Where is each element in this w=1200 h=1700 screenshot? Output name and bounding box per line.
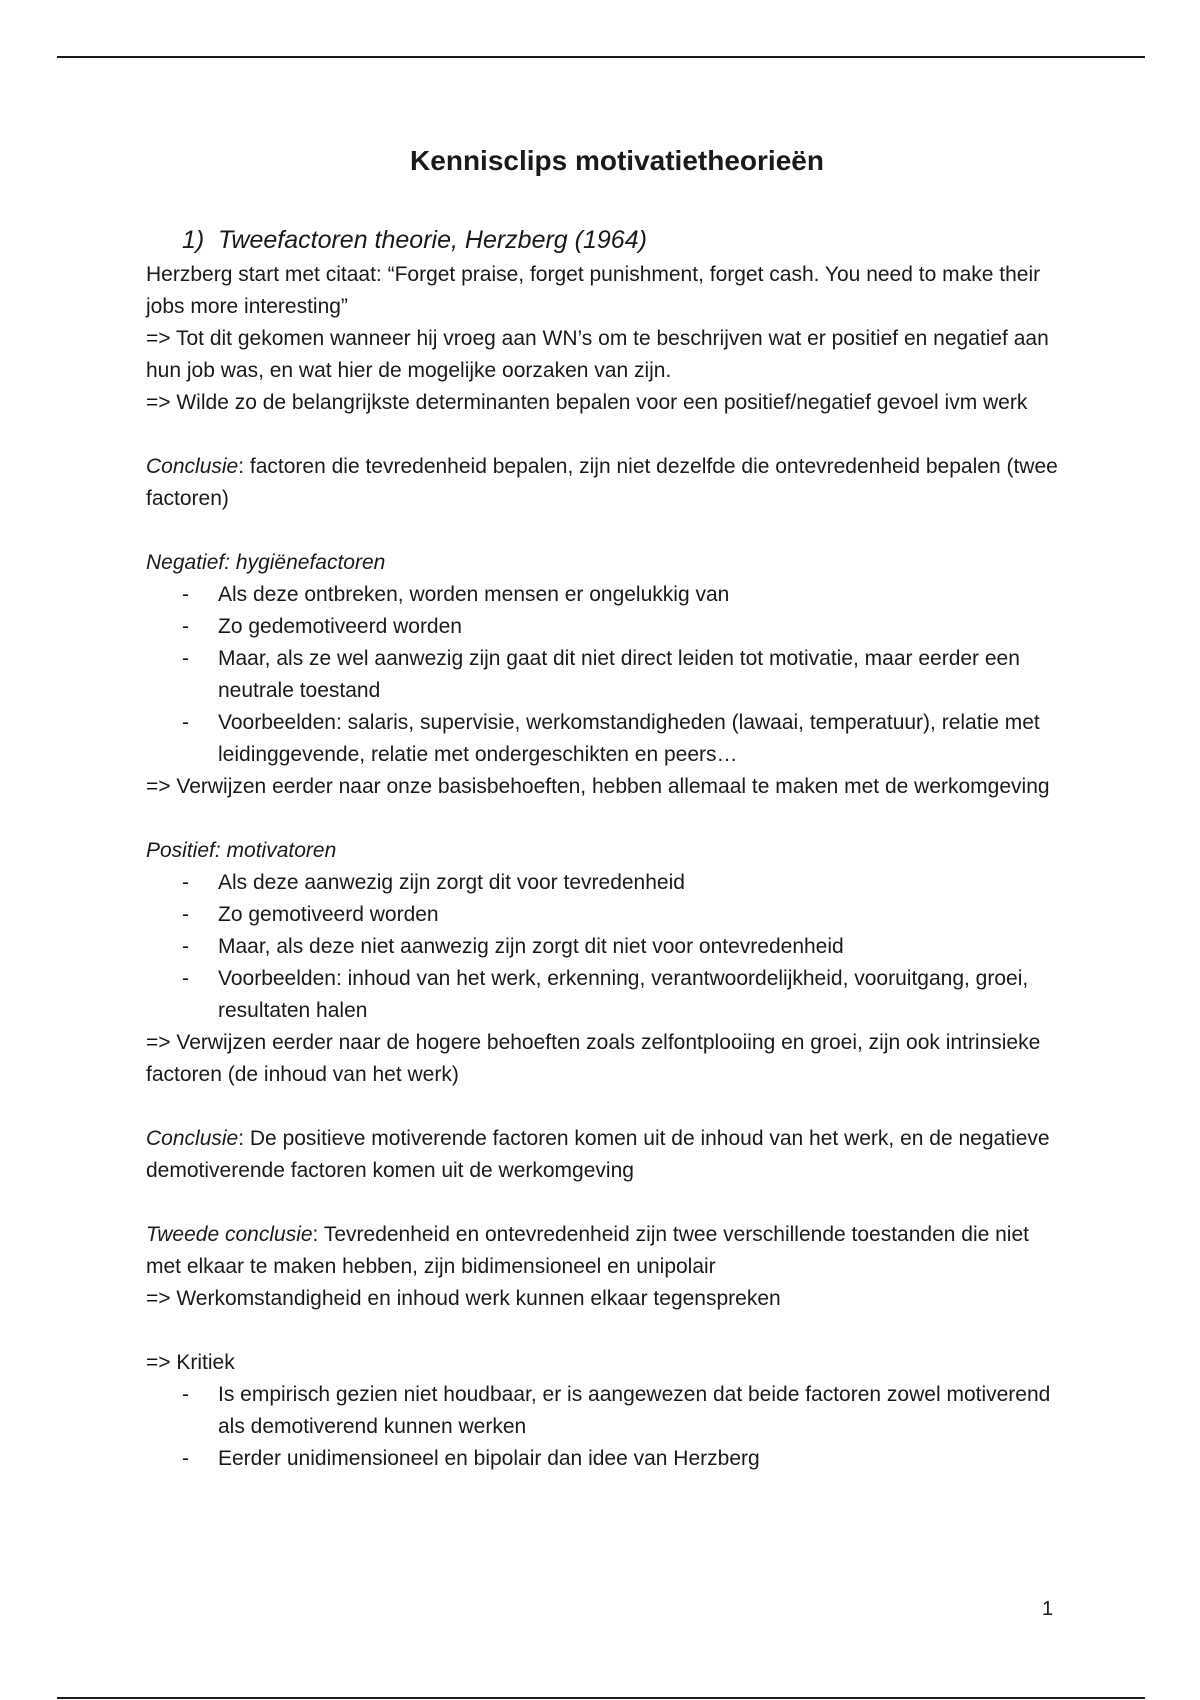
conclusion2-label: Conclusie [146,1127,239,1150]
critique-heading: => Kritiek [146,1351,235,1374]
section-number: 1) [182,226,205,254]
list-item [146,579,1066,611]
positive-heading-text: Positief: motivatoren [146,839,337,862]
conclusion2-text: : De positieve motiverende factoren komen uit de inhoud van het werk, en de negatieve demotiverende factoren komen uit de werkomgeving [146,1127,1050,1182]
critique-list [146,1379,1066,1475]
list-item [146,867,1066,899]
list-item-text: Zo gemotiveerd worden [218,903,439,926]
section-heading-text: Tweefactoren theorie, Herzberg (1964) [218,226,647,254]
list-item [146,611,1066,643]
intro-paragraph-2: => Tot dit gekomen wanneer hij vroeg aan WN’s om te beschrijven wat er positief en negatief aan hun job was, en wat hier de mogelijke oorzaken van zijn. [146,327,1049,382]
positive-summary: => Verwijzen eerder naar de hogere behoeften zoals zelfontplooiing en groei, zijn ook intrinsieke factoren (de inhoud van het werk) [146,1031,1041,1086]
list-item [146,931,1066,963]
list-item [146,899,1066,931]
bullet-dash: - [182,871,189,894]
header-rule [57,56,1145,58]
list-item-text: Als deze aanwezig zijn zorgt dit voor tevredenheid [218,871,685,894]
conclusion3-text: : Tevredenheid en ontevredenheid zijn twee verschillende toestanden die niet met elkaar te maken hebben, zijn bidimensioneel en unipolair [146,1223,1029,1278]
conclusion-label: Conclusie [146,455,239,478]
conclusion3-paragraph [146,1219,1066,1283]
conclusion3-followup: => Werkomstandigheid en inhoud werk kunnen elkaar tegenspreken [146,1287,781,1310]
conclusion-text: : factoren die tevredenheid bepalen, zijn niet dezelfde die ontevredenheid bepalen (twee factoren) [146,455,1058,510]
document-body [146,145,1066,1475]
intro-paragraph-3: => Wilde zo de belangrijkste determinanten bepalen voor een positief/negatief gevoel ivm werk [146,391,1028,414]
list-item-text: Is empirisch gezien niet houdbaar, er is aangewezen dat beide factoren zowel motiverend als demotiverend kunnen werken [218,1383,1051,1438]
bullet-dash: - [182,583,189,606]
page-number: 1 [1042,1598,1054,1620]
list-item-text: Als deze ontbreken, worden mensen er ongelukkig van [218,583,730,606]
list-item [146,1379,1066,1443]
negative-heading [146,547,1066,579]
intro-paragraph-1: Herzberg start met citaat: “Forget praise, forget punishment, forget cash. You need to make their jobs more interesting” [146,263,1041,318]
negative-heading-text: Negatief: hygiënefactoren [146,551,386,574]
section-heading [182,223,1066,257]
negative-summary: => Verwijzen eerder naar onze basisbehoeften, hebben allemaal te maken met de werkomgeving [146,775,1050,798]
list-item [146,643,1066,707]
list-item-text: Maar, als deze niet aanwezig zijn zorgt dit niet voor ontevredenheid [218,935,844,958]
bullet-dash: - [182,967,189,990]
bullet-dash: - [182,1383,189,1406]
conclusion3-label: Tweede conclusie [146,1223,313,1246]
list-item-text: Voorbeelden: inhoud van het werk, erkenning, verantwoordelijkheid, vooruitgang, groei, resultaten halen [218,967,1029,1022]
bullet-dash: - [182,647,189,670]
bullet-dash: - [182,935,189,958]
page-title: Kennisclips motivatietheorieën [410,145,824,176]
list-item [146,963,1066,1027]
list-item [146,1443,1066,1475]
list-item-text: Eerder unidimensioneel en bipolair dan idee van Herzberg [218,1447,760,1470]
conclusion-paragraph [146,451,1066,515]
bullet-dash: - [182,615,189,638]
bullet-dash: - [182,1447,189,1470]
list-item-text: Maar, als ze wel aanwezig zijn gaat dit niet direct leiden tot motivatie, maar eerder een neutrale toestand [218,647,1020,702]
list-item-text: Voorbeelden: salaris, supervisie, werkomstandigheden (lawaai, temperatuur), relatie met leidinggevende, relatie met ondergeschikten en peers… [218,711,1040,766]
conclusion2-paragraph [146,1123,1066,1187]
positive-heading [146,835,1066,867]
positive-list [146,867,1066,1027]
negative-list [146,579,1066,771]
bullet-dash: - [182,903,189,926]
list-item [146,707,1066,771]
list-item-text: Zo gedemotiveerd worden [218,615,462,638]
footer-rule [57,1697,1145,1699]
bullet-dash: - [182,711,189,734]
